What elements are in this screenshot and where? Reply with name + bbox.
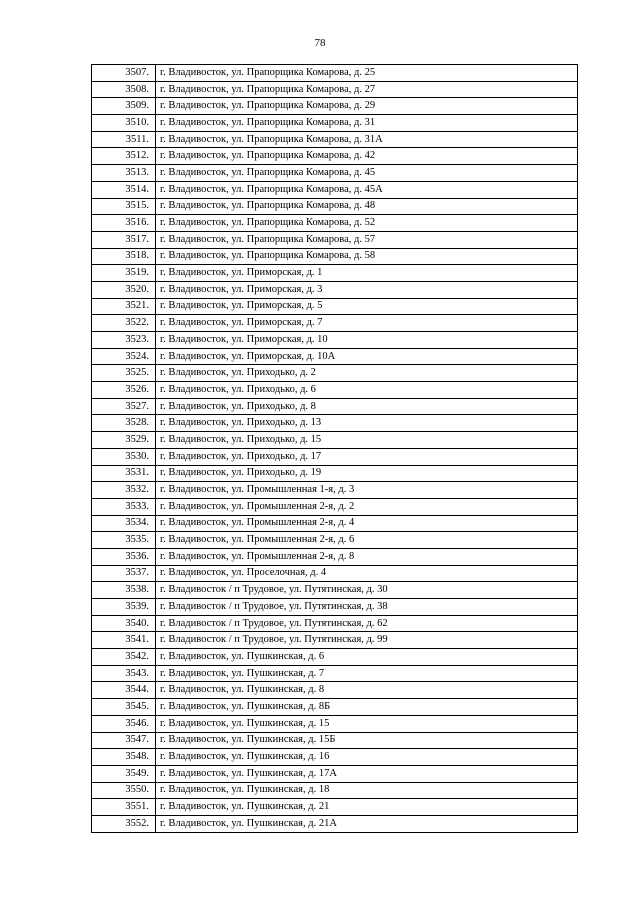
page-number: 78: [314, 37, 326, 49]
row-number-cell: 3535.: [92, 532, 156, 549]
address-cell: г. Владивосток / п Трудовое, ул. Путятинская, д. 38: [156, 599, 578, 616]
row-number-cell: 3521.: [92, 298, 156, 315]
address-cell: г. Владивосток, ул. Проселочная, д. 4: [156, 565, 578, 582]
row-number-cell: 3510.: [92, 115, 156, 132]
table-row: [92, 348, 578, 365]
address-cell: г. Владивосток / п Трудовое, ул. Путятинская, д. 62: [156, 615, 578, 632]
table-row: [92, 732, 578, 749]
table-row: [92, 432, 578, 449]
row-number-cell: 3512.: [92, 148, 156, 165]
address-cell: г. Владивосток, ул. Приморская, д. 10А: [156, 348, 578, 365]
table-row: [92, 615, 578, 632]
table-row: [92, 749, 578, 766]
row-number-cell: 3528.: [92, 415, 156, 432]
table-row: [92, 398, 578, 415]
table-row: [92, 115, 578, 132]
row-number-cell: 3529.: [92, 432, 156, 449]
address-cell: г. Владивосток, ул. Промышленная 1-я, д. 3: [156, 482, 578, 499]
table-row: [92, 532, 578, 549]
row-number-cell: 3530.: [92, 448, 156, 465]
address-cell: г. Владивосток, ул. Приходько, д. 17: [156, 448, 578, 465]
table-row: [92, 281, 578, 298]
address-cell: г. Владивосток, ул. Прапорщика Комарова, д. 45: [156, 165, 578, 182]
address-cell: г. Владивосток, ул. Промышленная 2-я, д. 8: [156, 548, 578, 565]
row-number-cell: 3548.: [92, 749, 156, 766]
row-number-cell: 3526.: [92, 382, 156, 399]
address-cell: г. Владивосток, ул. Приходько, д. 8: [156, 398, 578, 415]
table-row: [92, 782, 578, 799]
row-number-cell: 3511.: [92, 131, 156, 148]
row-number-cell: 3514.: [92, 181, 156, 198]
row-number-cell: 3539.: [92, 599, 156, 616]
row-number-cell: 3543.: [92, 665, 156, 682]
table-row: [92, 365, 578, 382]
table-row: [92, 298, 578, 315]
address-cell: г. Владивосток, ул. Пушкинская, д. 7: [156, 665, 578, 682]
address-cell: г. Владивосток, ул. Пушкинская, д. 16: [156, 749, 578, 766]
address-cell: г. Владивосток, ул. Приморская, д. 3: [156, 281, 578, 298]
table-row: [92, 498, 578, 515]
address-cell: г. Владивосток, ул. Прапорщика Комарова, д. 25: [156, 65, 578, 82]
row-number-cell: 3513.: [92, 165, 156, 182]
address-cell: г. Владивосток, ул. Пушкинская, д. 8Б: [156, 699, 578, 716]
row-number-cell: 3516.: [92, 215, 156, 232]
table-row: [92, 332, 578, 349]
table-row: [92, 231, 578, 248]
row-number-cell: 3508.: [92, 81, 156, 98]
row-number-cell: 3524.: [92, 348, 156, 365]
row-number-cell: 3507.: [92, 65, 156, 82]
row-number-cell: 3532.: [92, 482, 156, 499]
address-cell: г. Владивосток, ул. Пушкинская, д. 15: [156, 715, 578, 732]
table-row: [92, 382, 578, 399]
address-cell: г. Владивосток, ул. Приходько, д. 13: [156, 415, 578, 432]
table-row: [92, 81, 578, 98]
table-row: [92, 448, 578, 465]
table-row: [92, 599, 578, 616]
table-row: [92, 65, 578, 82]
address-cell: г. Владивосток, ул. Промышленная 2-я, д. 6: [156, 532, 578, 549]
row-number-cell: 3547.: [92, 732, 156, 749]
row-number-cell: 3545.: [92, 699, 156, 716]
address-cell: г. Владивосток, ул. Промышленная 2-я, д. 2: [156, 498, 578, 515]
address-cell: г. Владивосток, ул. Пушкинская, д. 6: [156, 649, 578, 666]
table-row: [92, 198, 578, 215]
row-number-cell: 3509.: [92, 98, 156, 115]
address-cell: г. Владивосток, ул. Пушкинская, д. 17А: [156, 765, 578, 782]
table-row: [92, 265, 578, 282]
table-row: [92, 131, 578, 148]
address-cell: г. Владивосток, ул. Пушкинская, д. 18: [156, 782, 578, 799]
address-cell: г. Владивосток, ул. Прапорщика Комарова, д. 31А: [156, 131, 578, 148]
table-row: [92, 565, 578, 582]
address-cell: г. Владивосток, ул. Прапорщика Комарова, д. 58: [156, 248, 578, 265]
row-number-cell: 3551.: [92, 799, 156, 816]
table-row: [92, 682, 578, 699]
address-cell: г. Владивосток, ул. Приходько, д. 2: [156, 365, 578, 382]
row-number-cell: 3549.: [92, 765, 156, 782]
table-row: [92, 98, 578, 115]
row-number-cell: 3544.: [92, 682, 156, 699]
address-cell: г. Владивосток, ул. Прапорщика Комарова, д. 48: [156, 198, 578, 215]
table-row: [92, 799, 578, 816]
table-row: [92, 699, 578, 716]
table-row: [92, 765, 578, 782]
table-row: [92, 215, 578, 232]
row-number-cell: 3541.: [92, 632, 156, 649]
row-number-cell: 3550.: [92, 782, 156, 799]
row-number-cell: 3534.: [92, 515, 156, 532]
address-cell: г. Владивосток, ул. Приходько, д. 6: [156, 382, 578, 399]
row-number-cell: 3542.: [92, 649, 156, 666]
row-number-cell: 3517.: [92, 231, 156, 248]
address-cell: г. Владивосток, ул. Прапорщика Комарова, д. 31: [156, 115, 578, 132]
table-row: [92, 248, 578, 265]
table-row: [92, 649, 578, 666]
row-number-cell: 3515.: [92, 198, 156, 215]
row-number-cell: 3527.: [92, 398, 156, 415]
table-row: [92, 665, 578, 682]
address-cell: г. Владивосток, ул. Прапорщика Комарова, д. 52: [156, 215, 578, 232]
row-number-cell: 3522.: [92, 315, 156, 332]
table-row: [92, 548, 578, 565]
row-number-cell: 3525.: [92, 365, 156, 382]
address-cell: г. Владивосток, ул. Прапорщика Комарова, д. 57: [156, 231, 578, 248]
address-cell: г. Владивосток, ул. Прапорщика Комарова, д. 42: [156, 148, 578, 165]
table-row: [92, 482, 578, 499]
address-cell: г. Владивосток, ул. Пушкинская, д. 8: [156, 682, 578, 699]
address-table-body: [92, 65, 578, 833]
address-cell: г. Владивосток, ул. Прапорщика Комарова, д. 45А: [156, 181, 578, 198]
address-cell: г. Владивосток, ул. Пушкинская, д. 15Б: [156, 732, 578, 749]
row-number-cell: 3523.: [92, 332, 156, 349]
table-row: [92, 815, 578, 832]
address-cell: г. Владивосток, ул. Прапорщика Комарова, д. 27: [156, 81, 578, 98]
row-number-cell: 3538.: [92, 582, 156, 599]
table-row: [92, 315, 578, 332]
table-row: [92, 465, 578, 482]
address-cell: г. Владивосток / п Трудовое, ул. Путятинская, д. 99: [156, 632, 578, 649]
address-cell: г. Владивосток, ул. Пушкинская, д. 21: [156, 799, 578, 816]
address-cell: г. Владивосток, ул. Приходько, д. 15: [156, 432, 578, 449]
address-cell: г. Владивосток, ул. Пушкинская, д. 21А: [156, 815, 578, 832]
row-number-cell: 3520.: [92, 281, 156, 298]
row-number-cell: 3536.: [92, 548, 156, 565]
row-number-cell: 3519.: [92, 265, 156, 282]
table-row: [92, 181, 578, 198]
row-number-cell: 3518.: [92, 248, 156, 265]
address-cell: г. Владивосток / п Трудовое, ул. Путятинская, д. 30: [156, 582, 578, 599]
table-row: [92, 632, 578, 649]
address-cell: г. Владивосток, ул. Промышленная 2-я, д. 4: [156, 515, 578, 532]
address-cell: г. Владивосток, ул. Приморская, д. 7: [156, 315, 578, 332]
address-cell: г. Владивосток, ул. Приморская, д. 5: [156, 298, 578, 315]
address-table: [91, 64, 578, 833]
address-cell: г. Владивосток, ул. Приморская, д. 10: [156, 332, 578, 349]
table-row: [92, 148, 578, 165]
row-number-cell: 3552.: [92, 815, 156, 832]
table-row: [92, 715, 578, 732]
table-row: [92, 582, 578, 599]
address-cell: г. Владивосток, ул. Приходько, д. 19: [156, 465, 578, 482]
table-row: [92, 515, 578, 532]
address-cell: г. Владивосток, ул. Прапорщика Комарова, д. 29: [156, 98, 578, 115]
row-number-cell: 3540.: [92, 615, 156, 632]
table-row: [92, 415, 578, 432]
row-number-cell: 3546.: [92, 715, 156, 732]
row-number-cell: 3537.: [92, 565, 156, 582]
address-cell: г. Владивосток, ул. Приморская, д. 1: [156, 265, 578, 282]
row-number-cell: 3533.: [92, 498, 156, 515]
table-row: [92, 165, 578, 182]
row-number-cell: 3531.: [92, 465, 156, 482]
